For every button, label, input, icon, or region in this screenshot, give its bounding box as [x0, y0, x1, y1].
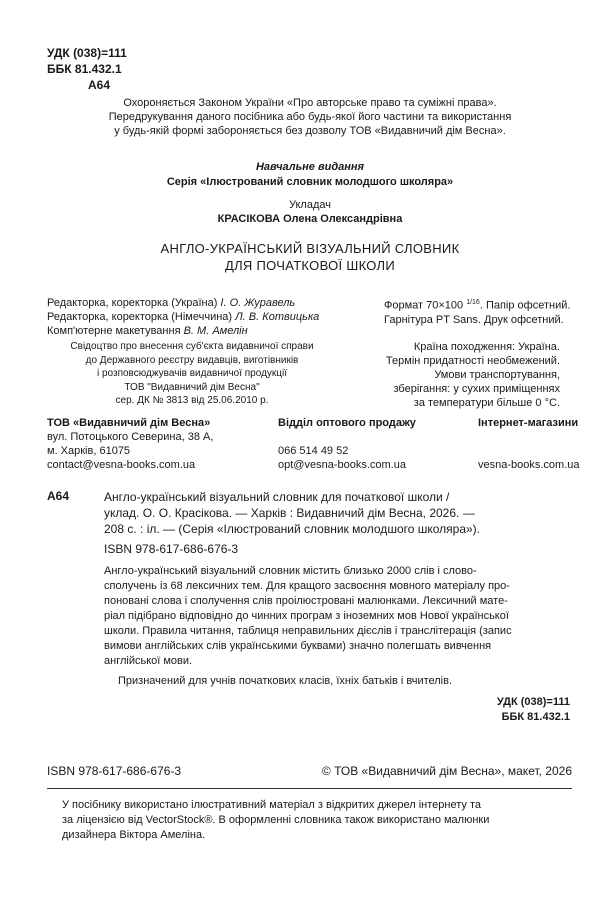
- audience: Призначений для учнів початкових класів, їхніх батьків і вчителів.: [118, 675, 453, 687]
- wholesale-phone: 066 514 49 52: [278, 445, 349, 457]
- credits: [47, 296, 387, 338]
- storage-conditions: [360, 340, 560, 410]
- publisher-contacts: [47, 416, 247, 472]
- copyright-line: Охороняється Законом України «Про авторське право та суміжні права».: [123, 97, 497, 109]
- abstract-line: англійської мови.: [104, 655, 193, 667]
- credit-editor-de: Редакторка, коректорка (Німеччина) Л. В. Котвицька: [47, 311, 320, 323]
- certificate-line: і розповсюджувачів видавничої продукції: [96, 368, 288, 379]
- compiler-label: Укладач: [289, 199, 331, 211]
- certificate-line: сер. ДК № 3813 від 25.06.2010 р.: [115, 395, 269, 406]
- footer-divider: [47, 788, 572, 789]
- abstract-line: поновані слова і сполучення слів проілюстровані малюнками. Лексичний мате-: [104, 595, 508, 607]
- wholesale-contacts: [278, 416, 458, 472]
- footer-copyright: © ТОВ «Видавничий дім Весна», макет, 2026: [321, 764, 572, 778]
- origin-line: зберігання: у сухих приміщеннях: [393, 383, 560, 395]
- credit-editor-ua: Редакторка, коректорка (Україна) І. О. Журавель: [47, 297, 296, 309]
- catalog-isbn: ISBN 978-617-686-676-3: [104, 542, 239, 556]
- title-line: ДЛЯ ПОЧАТКОВОЇ ШКОЛИ: [224, 258, 396, 273]
- copyright-line: Передрукування даного посібника або будь-якої його частини та використання: [108, 111, 512, 123]
- note-line: У посібнику використано ілюстративний матеріал з відкритих джерел інтернету та: [62, 799, 481, 811]
- publisher-email[interactable]: contact@vesna-books.com.ua: [47, 459, 196, 471]
- certificate-line: Свідоцтво про внесення суб'єкта видавничої справи: [70, 341, 314, 352]
- catalog-entry: [104, 489, 574, 537]
- title-line: АНГЛО-УКРАЇНСЬКИЙ ВІЗУАЛЬНИЙ СЛОВНИК: [160, 241, 460, 256]
- abstract: [104, 564, 574, 669]
- wholesale-heading: Відділ оптового продажу: [278, 417, 416, 429]
- bbk-bottom: ББК 81.432.1: [501, 711, 570, 723]
- abstract-line: школи. Правила читання, таблиця неправильних дієслів і транслітерація (запис: [104, 625, 512, 637]
- format-fraction: 1/16: [466, 299, 480, 306]
- certificate-line: до Державного реєстру видавців, виготівників: [85, 354, 299, 366]
- footer-isbn: ISBN 978-617-686-676-3: [47, 764, 182, 778]
- udk-bottom: УДК (038)=111: [496, 696, 570, 708]
- origin-line: Умови транспортування,: [434, 369, 560, 381]
- compiler-name: КРАСІКОВА Олена Олександрівна: [217, 213, 403, 225]
- origin-line: за температури більше 0 °С.: [413, 397, 560, 409]
- abstract-line: вимови англійських слів українськими буквами) значно полегшать вивчення: [104, 640, 492, 652]
- catalog-mark: А64: [47, 489, 70, 503]
- print-format: [384, 296, 584, 327]
- origin-line: Термін придатності необмежений.: [385, 355, 560, 367]
- abstract-line: Англо-український візуальний словник містить близько 2000 слів і слово-: [104, 565, 477, 577]
- publisher-heading: ТОВ «Видавничий дім Весна»: [47, 417, 211, 429]
- origin-line: Країна походження: Україна.: [413, 341, 560, 353]
- catalog-line: Англо-український візуальний словник для початкової школи /: [104, 490, 450, 504]
- note-line: дизайнера Віктора Амеліна.: [62, 829, 206, 841]
- certificate-line: ТОВ "Видавничий дім Весна": [124, 381, 260, 393]
- copyright-line: у будь-якій формі забороняється без дозволу ТОВ «Видавничий дім Весна».: [114, 125, 506, 137]
- shops-site[interactable]: vesna-books.com.ua: [478, 459, 580, 471]
- book-title: [100, 240, 520, 274]
- publisher-city: м. Харків, 61075: [47, 445, 131, 457]
- format-line: Формат 70×100 $^{1/16}$. Папір офсетний.: [384, 299, 571, 312]
- edition-type: Навчальне видання: [255, 161, 365, 173]
- illustrations-note: [62, 798, 582, 843]
- bbk-code: ББК 81.432.1: [47, 62, 122, 76]
- catalog-line: 208 с. : іл. — (Серія «Ілюстрований словник молодшого школяра»).: [104, 522, 481, 536]
- publisher-certificate: [47, 340, 337, 408]
- shops-heading: Інтернет-магазини: [478, 417, 579, 429]
- note-line: за ліцензією від VectorStock®. В оформленні словника також використано малюнки: [62, 814, 490, 826]
- copyright-notice: [80, 96, 540, 138]
- udk-code: УДК (038)=111: [47, 46, 127, 60]
- wholesale-email[interactable]: opt@vesna-books.com.ua: [278, 459, 406, 471]
- publisher-address: вул. Потоцького Северина, 38 А,: [47, 431, 214, 443]
- catalog-line: уклад. О. О. Красікова. — Харків : Видавничий дім Весна, 2026. —: [104, 506, 475, 520]
- abstract-line: ріал підібрано відповідно до чинних програм з іноземних мов Нової української: [104, 610, 509, 622]
- credit-layout: Комп'ютерне макетування В. М. Амелін: [47, 325, 248, 337]
- author-mark: А64: [88, 78, 111, 92]
- abstract-line: сполучень із 68 лексичних тем. Для кращого засвоєння мовного матеріалу про-: [104, 580, 510, 592]
- format-line: Гарнітура PT Sans. Друк офсетний.: [384, 313, 564, 326]
- shops-contacts: [478, 416, 588, 472]
- series-name: Серія «Ілюстрований словник молодшого школяра»: [166, 176, 454, 188]
